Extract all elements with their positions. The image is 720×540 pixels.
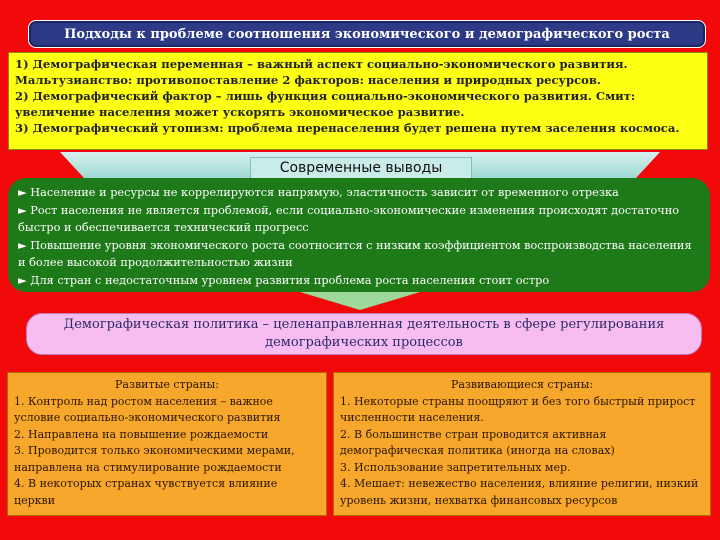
conclusion-item: ► Повышение уровня экономического роста соотносится с низким коэффициентом воспроизводства населения и более высокой продолжительностью жизни [18, 238, 692, 269]
conclusion-item: ► Рост населения не является проблемой, если социально-экономические изменения происходят достаточно быстро и обеспечивается технический прогресс [18, 203, 680, 234]
developed-title: Развитые страны: [115, 378, 219, 391]
slide-title: Подходы к проблеме соотношения экономического и демографического роста [28, 20, 706, 48]
conclusions-title: Современные выводы [250, 157, 472, 179]
developed-item: 3. Проводится только экономическими мерами, направлена на стимулирование рождаемости [14, 444, 295, 474]
approach-1-malthus: Мальтузианство: противопоставление 2 факторов: населения и природных ресурсов. [15, 73, 601, 87]
developed-countries-box [7, 372, 327, 516]
developing-item: 3. Использование запретительных мер. [340, 460, 571, 474]
approach-1: 1) Демографическая переменная – важный аспект социально-экономического развития. [15, 57, 628, 71]
developed-item: 2. Направлена на повышение рождаемости [14, 427, 269, 441]
down-triangle-shape [300, 292, 420, 310]
developing-title: Развивающиеся страны: [450, 378, 594, 391]
approaches-box [8, 52, 708, 150]
developing-item: 4. Мешает: невежество населения, влияние религии, низкий уровень жизни, нехватка финансовых ресурсов [340, 477, 699, 507]
developing-item: 1. Некоторые страны поощряют и без того быстрый прирост численности населения. [340, 394, 696, 424]
conclusion-item: ► Население и ресурсы не коррелируются напрямую, эластичность зависит от временного отрезка [18, 186, 619, 199]
approach-2: 2) Демографический фактор – лишь функция социально-экономического развития. Смит: увеличение населения может ускорять экономическое развитие. [15, 89, 636, 119]
developing-item: 2. В большинстве стран проводится активная демографическая политика (иногда на словах) [340, 427, 615, 457]
developed-item: 1. Контроль над ростом населения – важное условие социально-экономического развития [14, 394, 281, 424]
policy-definition: Демографическая политика – целенаправленная деятельность в сфере регулирования демографических процессов [26, 313, 702, 355]
conclusions-box [8, 178, 710, 292]
conclusion-item: ► Для стран с недостаточным уровнем развития проблема роста населения стоит остро [18, 273, 550, 287]
developed-item: 4. В некоторых странах чувствуется влияние церкви [14, 477, 278, 507]
developing-countries-box [333, 372, 711, 516]
approach-3: 3) Демографический утопизм: проблема перенаселения будет решена путем заселения космоса. [15, 121, 680, 135]
